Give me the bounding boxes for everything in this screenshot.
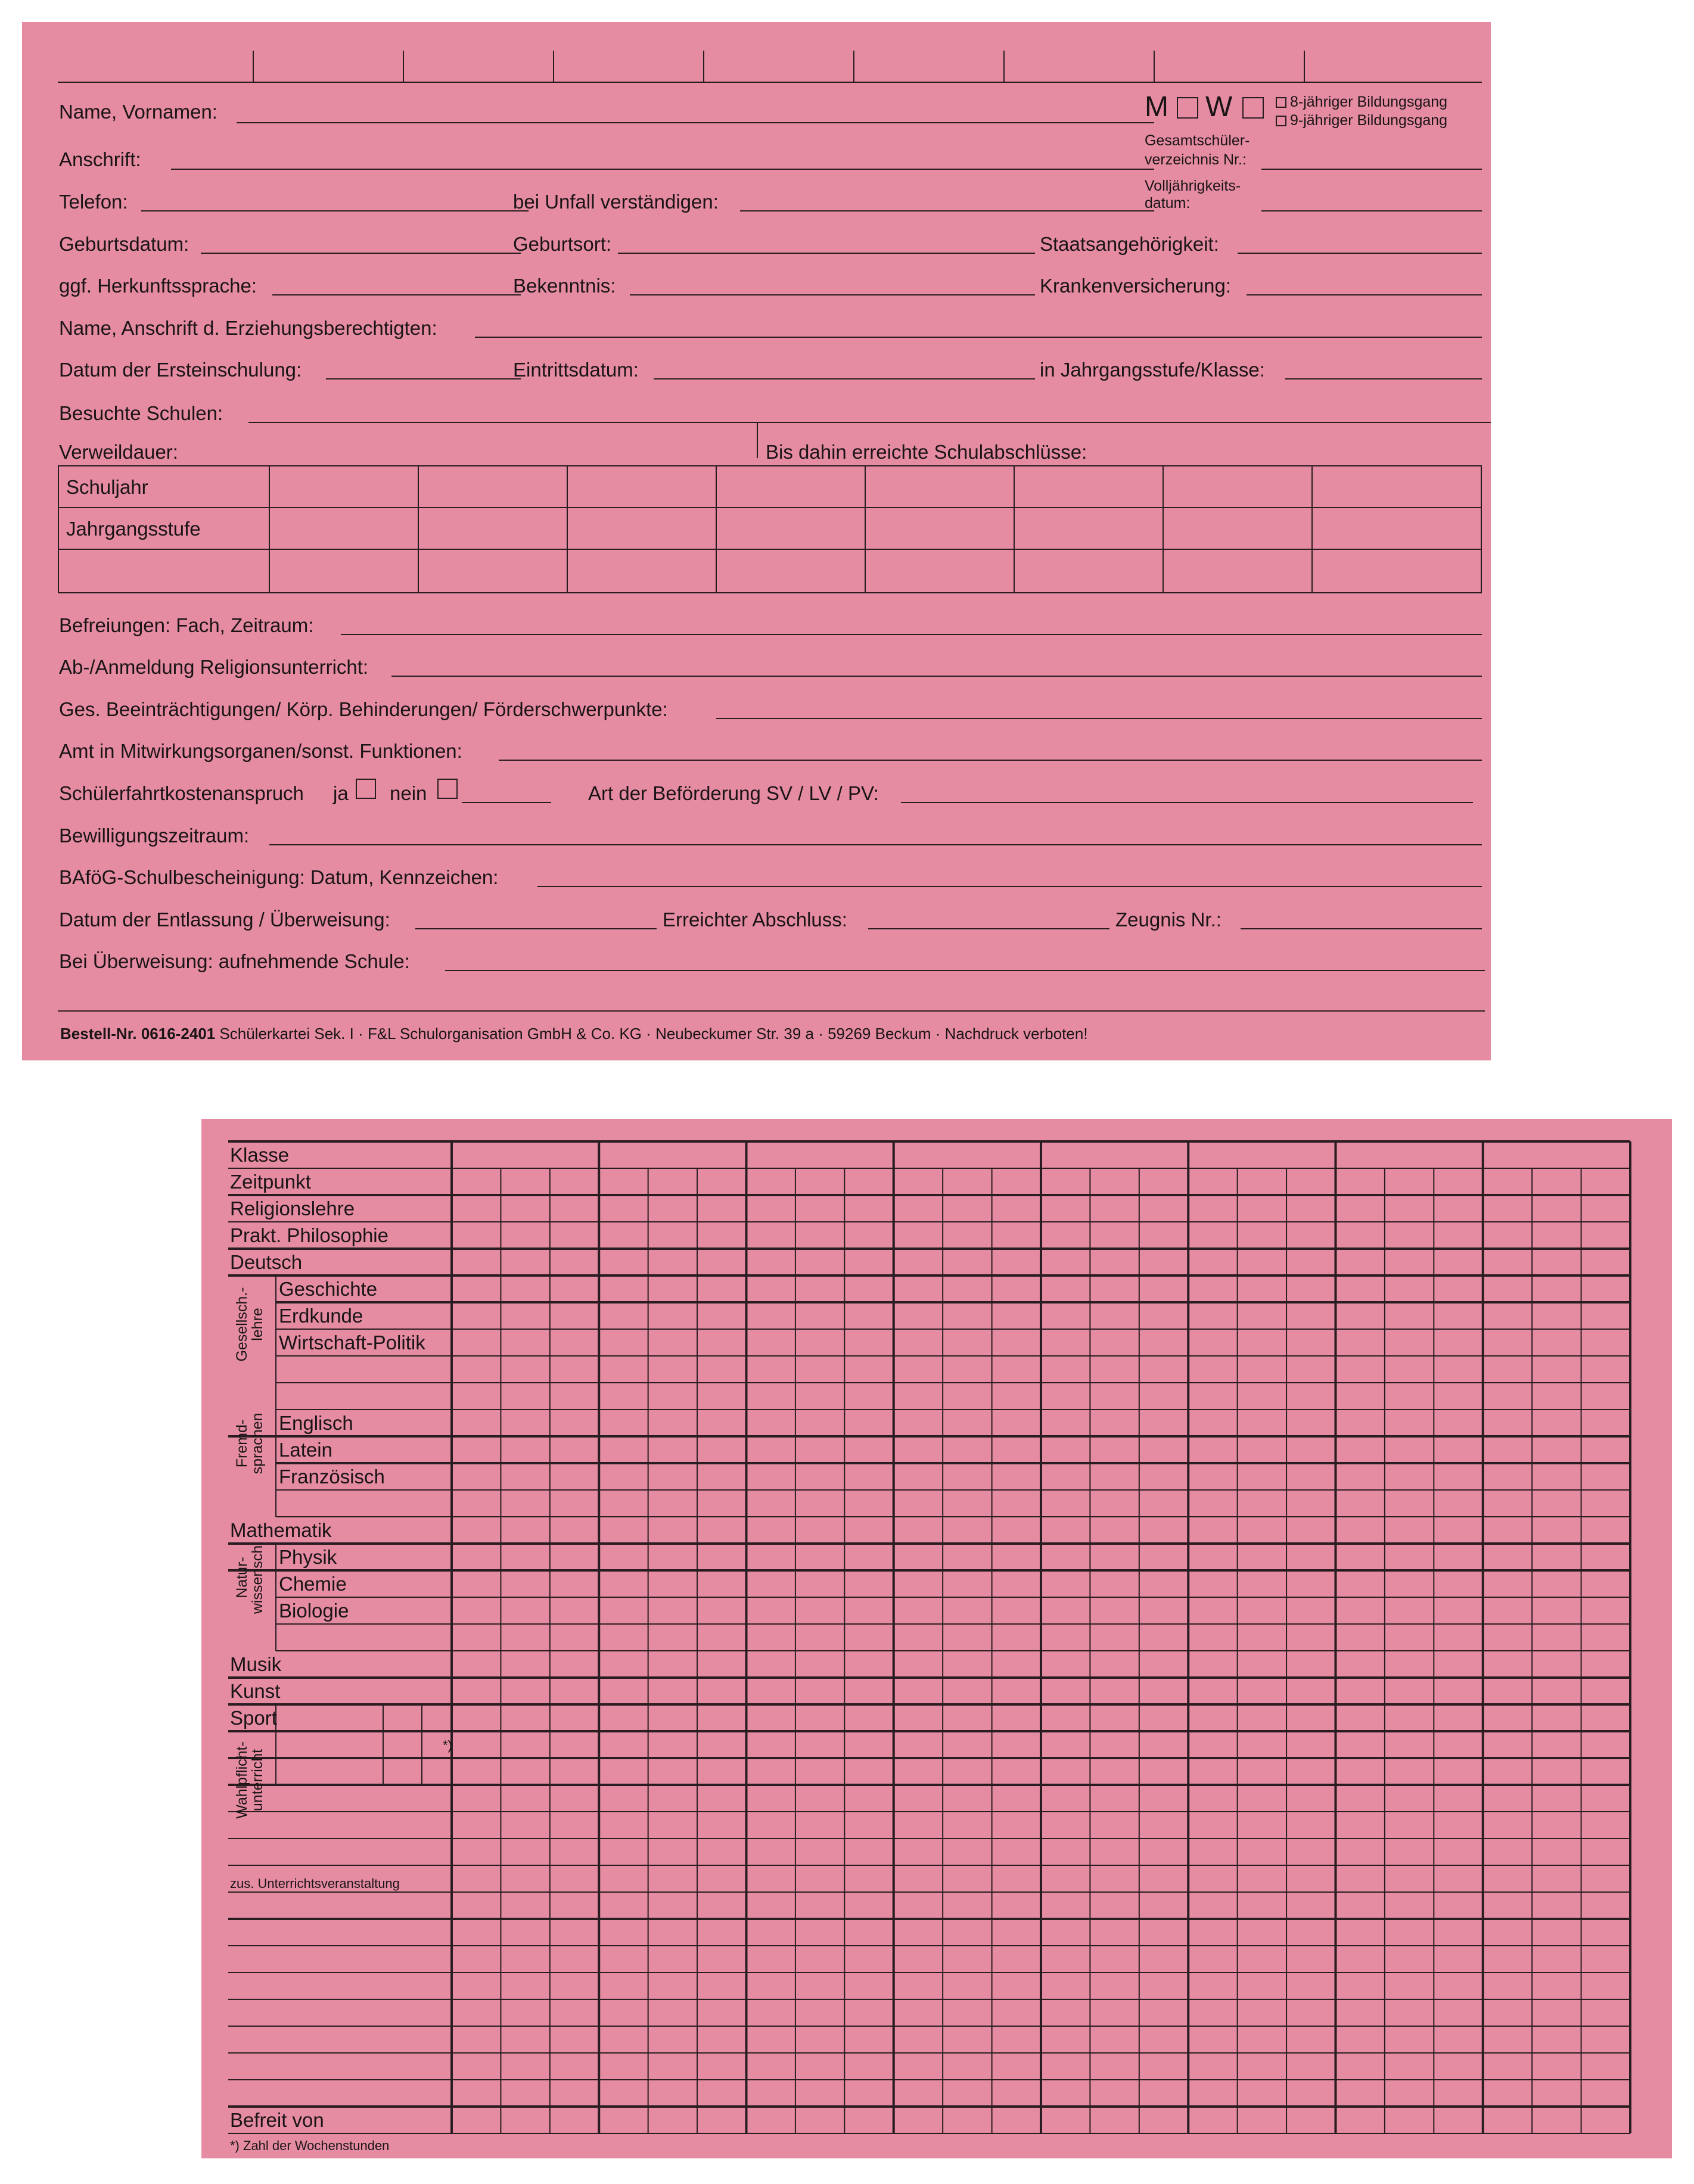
jahrgangsstufe-klasse-line[interactable]	[1285, 378, 1482, 379]
group-fremdsprachen	[234, 1393, 265, 1494]
fahrtkosten-nein-checkbox[interactable]	[437, 779, 458, 799]
staatsangehoerigkeit-label: Staatsangehörigkeit:	[1040, 233, 1219, 255]
ueberweisung-line[interactable]	[445, 970, 1485, 971]
row-deutsch: Deutsch	[230, 1251, 303, 1273]
table-col-divider	[418, 465, 419, 593]
tab-divider	[1003, 51, 1005, 82]
gender-w-label: W	[1205, 91, 1233, 123]
bildungsgang-8-label: 8-jähriger Bildungsgang	[1290, 94, 1448, 110]
front-card	[22, 22, 1491, 1060]
bewilligungszeitraum-label: Bewilligungszeitraum:	[59, 825, 250, 847]
row-mathematik: Mathematik	[230, 1519, 332, 1541]
unfall-line[interactable]	[740, 210, 1154, 211]
tab-divider	[553, 51, 554, 82]
row-englisch: Englisch	[279, 1412, 353, 1434]
order-footer	[60, 1025, 1088, 1043]
fahrtkosten-ja-checkbox[interactable]	[356, 779, 376, 799]
krankenversicherung-label: Krankenversicherung:	[1040, 275, 1232, 297]
tab-divider	[703, 51, 704, 82]
besuchte-schulen-label: Besuchte Schulen:	[59, 402, 223, 424]
grade-grid	[201, 1119, 1672, 2158]
tab-divider	[253, 51, 254, 82]
bekenntnis-line[interactable]	[630, 294, 1035, 295]
row-zeitpunkt: Zeitpunkt	[230, 1171, 311, 1193]
group-naturwissenschaften	[234, 1527, 265, 1628]
publisher-info: Schülerkartei Sek. I · F&L Schulorganisation GmbH & Co. KG · Neubeckumer Str. 39 a · 59269 Beckum · Nachdruck verboten!	[219, 1025, 1088, 1043]
gesamtschueler-label-2: verzeichnis Nr.:	[1145, 151, 1247, 168]
religionsunterricht-label: Ab-/Anmeldung Religionsunterricht:	[59, 656, 369, 678]
verweildauer-label: Verweildauer:	[59, 441, 178, 463]
abschluss-line[interactable]	[868, 928, 1109, 929]
bafoeg-line[interactable]	[537, 886, 1482, 887]
row-physik: Physik	[279, 1546, 337, 1568]
krankenversicherung-line[interactable]	[1247, 294, 1482, 295]
row-religionslehre: Religionslehre	[230, 1197, 355, 1219]
group-gesellschaftslehre	[234, 1274, 265, 1375]
herkunftssprache-label: ggf. Herkunftssprache:	[59, 275, 257, 297]
gesamtschueler-label-1: Gesamtschüler-	[1145, 132, 1250, 149]
geburtsdatum-label: Geburtsdatum:	[59, 233, 189, 255]
row-wirtschaft-politik: Wirtschaft-Politik	[279, 1331, 425, 1354]
gender-m-checkbox[interactable]	[1177, 97, 1198, 119]
entlassung-line[interactable]	[415, 928, 657, 929]
unfall-label: bei Unfall verständigen:	[513, 191, 719, 213]
table-col-divider	[567, 465, 568, 593]
table-col-divider	[1311, 465, 1313, 593]
bildungsgang-9-checkbox[interactable]	[1276, 116, 1286, 126]
row-philosophie: Prakt. Philosophie	[230, 1224, 388, 1246]
amt-label: Amt in Mitwirkungsorganen/sonst. Funktionen:	[59, 740, 462, 762]
verweildauer-divider	[757, 422, 758, 458]
group-naturwissenschaften-2: wissensch.	[249, 1541, 266, 1614]
row-zus-unterricht: zus. Unterrichtsveranstaltung	[230, 1876, 400, 1891]
footnote-wochenstunden: *) Zahl der Wochenstunden	[230, 2138, 390, 2153]
erziehungsberechtigte-line[interactable]	[475, 337, 1482, 338]
entlassung-label: Datum der Entlassung / Überweisung:	[59, 909, 390, 931]
order-number: Bestell-Nr. 0616-2401	[60, 1025, 216, 1043]
herkunftssprache-line[interactable]	[272, 294, 521, 295]
abschluss-label: Erreichter Abschluss:	[663, 909, 847, 931]
ersteinschulung-label: Datum der Ersteinschulung:	[59, 359, 302, 381]
geburtsdatum-line[interactable]	[201, 253, 521, 254]
table-col-divider	[865, 465, 866, 593]
jahrgangsstufe-klasse-label: in Jahrgangsstufe/Klasse:	[1040, 359, 1265, 381]
bildungsgang-9-label: 9-jähriger Bildungsgang	[1290, 112, 1448, 129]
zeugnis-label: Zeugnis Nr.:	[1115, 909, 1221, 931]
group-fremdsprachen-2: sprachen	[249, 1413, 266, 1474]
gesamtschueler-line[interactable]	[1261, 169, 1482, 170]
staatsangehoerigkeit-line[interactable]	[1238, 253, 1482, 254]
row-franzoesisch: Französisch	[279, 1466, 385, 1488]
table-row-divider	[58, 549, 1482, 550]
beeintraechtigungen-line[interactable]	[716, 718, 1482, 719]
row-musik: Musik	[230, 1653, 282, 1675]
beeintraechtigungen-label: Ges. Beeinträchtigungen/ Körp. Behinderungen/ Förderschwerpunkte:	[59, 698, 668, 720]
name-line[interactable]	[237, 122, 1154, 123]
volljaehrigkeit-label-2: datum:	[1145, 195, 1191, 211]
table-row-schuljahr: Schuljahr	[66, 476, 148, 498]
geburtsort-line[interactable]	[618, 253, 1035, 254]
fahrtkosten-ja-label: ja	[333, 782, 349, 804]
group-naturwissenschaften-1: Natur-	[234, 1557, 250, 1598]
eintrittsdatum-label: Eintrittsdatum:	[513, 359, 639, 381]
gender-w-checkbox[interactable]	[1242, 97, 1264, 119]
eintrittsdatum-line[interactable]	[654, 378, 1035, 379]
amt-line[interactable]	[499, 760, 1482, 761]
tab-divider	[853, 51, 854, 82]
table-col-divider	[716, 465, 717, 593]
bafoeg-label: BAföG-Schulbescheinigung: Datum, Kennzeichen:	[59, 866, 499, 888]
erziehungsberechtigte-label: Name, Anschrift d. Erziehungsberechtigten:	[59, 317, 437, 339]
table-col-divider	[269, 465, 270, 593]
group-wahlpflicht-2: unterricht	[249, 1749, 266, 1812]
befoerderung-line[interactable]	[901, 802, 1473, 803]
row-befreit-von: Befreit von	[230, 2109, 324, 2131]
bekenntnis-label: Bekenntnis:	[513, 275, 616, 297]
row-geschichte: Geschichte	[279, 1278, 378, 1300]
name-label: Name, Vornamen:	[59, 101, 217, 123]
table-col-divider	[1014, 465, 1015, 593]
back-card	[201, 1119, 1672, 2158]
table-col-divider	[1163, 465, 1164, 593]
tab-line	[58, 82, 1482, 83]
group-gesellschaftslehre-2: lehre	[249, 1308, 266, 1341]
row-latein: Latein	[279, 1439, 332, 1461]
anschrift-label: Anschrift:	[59, 148, 141, 170]
volljaehrigkeit-line[interactable]	[1261, 210, 1482, 211]
blank-line[interactable]	[58, 1010, 1485, 1012]
gender-m-label: M	[1145, 91, 1168, 123]
tab-divider	[403, 51, 404, 82]
befoerderung-label: Art der Beförderung SV / LV / PV:	[588, 782, 879, 804]
row-biologie: Biologie	[279, 1600, 349, 1622]
row-sport: Sport	[230, 1707, 277, 1729]
telefon-line[interactable]	[141, 210, 529, 211]
verweildauer-table	[58, 465, 1482, 593]
ersteinschulung-line[interactable]	[326, 378, 521, 379]
group-fremdsprachen-1: Fremd-	[234, 1419, 250, 1468]
table-row-jahrgangsstufe: Jahrgangsstufe	[66, 518, 201, 540]
row-klasse: Klasse	[230, 1144, 290, 1166]
tab-divider	[1304, 51, 1305, 82]
befreiungen-line[interactable]	[341, 634, 1482, 635]
bewilligungszeitraum-line[interactable]	[269, 844, 1482, 845]
befreiungen-label: Befreiungen: Fach, Zeitraum:	[59, 614, 314, 636]
religionsunterricht-line[interactable]	[391, 676, 1482, 677]
schulabschluesse-label: Bis dahin erreichte Schulabschlüsse:	[766, 441, 1087, 463]
table-row-divider	[58, 507, 1482, 508]
row-chemie: Chemie	[279, 1573, 347, 1595]
tab-divider	[1154, 51, 1155, 82]
row-erdkunde: Erdkunde	[279, 1305, 363, 1327]
group-wahlpflicht-1: Wahlpflicht-	[234, 1741, 250, 1819]
group-gesellschaftslehre-1: Gesellsch.-	[234, 1287, 250, 1362]
group-wahlpflicht	[234, 1723, 265, 1837]
telefon-label: Telefon:	[59, 191, 128, 213]
bildungsgang-8-checkbox[interactable]	[1276, 97, 1286, 108]
zeugnis-line[interactable]	[1241, 928, 1482, 929]
geburtsort-label: Geburtsort:	[513, 233, 612, 255]
ueberweisung-label: Bei Überweisung: aufnehmende Schule:	[59, 950, 410, 972]
row-kunst: Kunst	[230, 1680, 281, 1702]
fahrtkosten-nein-label: nein	[390, 782, 427, 804]
volljaehrigkeit-label-1: Volljährigkeits-	[1145, 178, 1241, 194]
star-mark: *)	[443, 1738, 452, 1753]
anschrift-line[interactable]	[171, 169, 1154, 170]
besuchte-schulen-line[interactable]	[248, 422, 1491, 423]
fahrtkosten-label: Schülerfahrtkostenanspruch	[59, 782, 304, 804]
fahrtkosten-line[interactable]	[462, 802, 551, 803]
